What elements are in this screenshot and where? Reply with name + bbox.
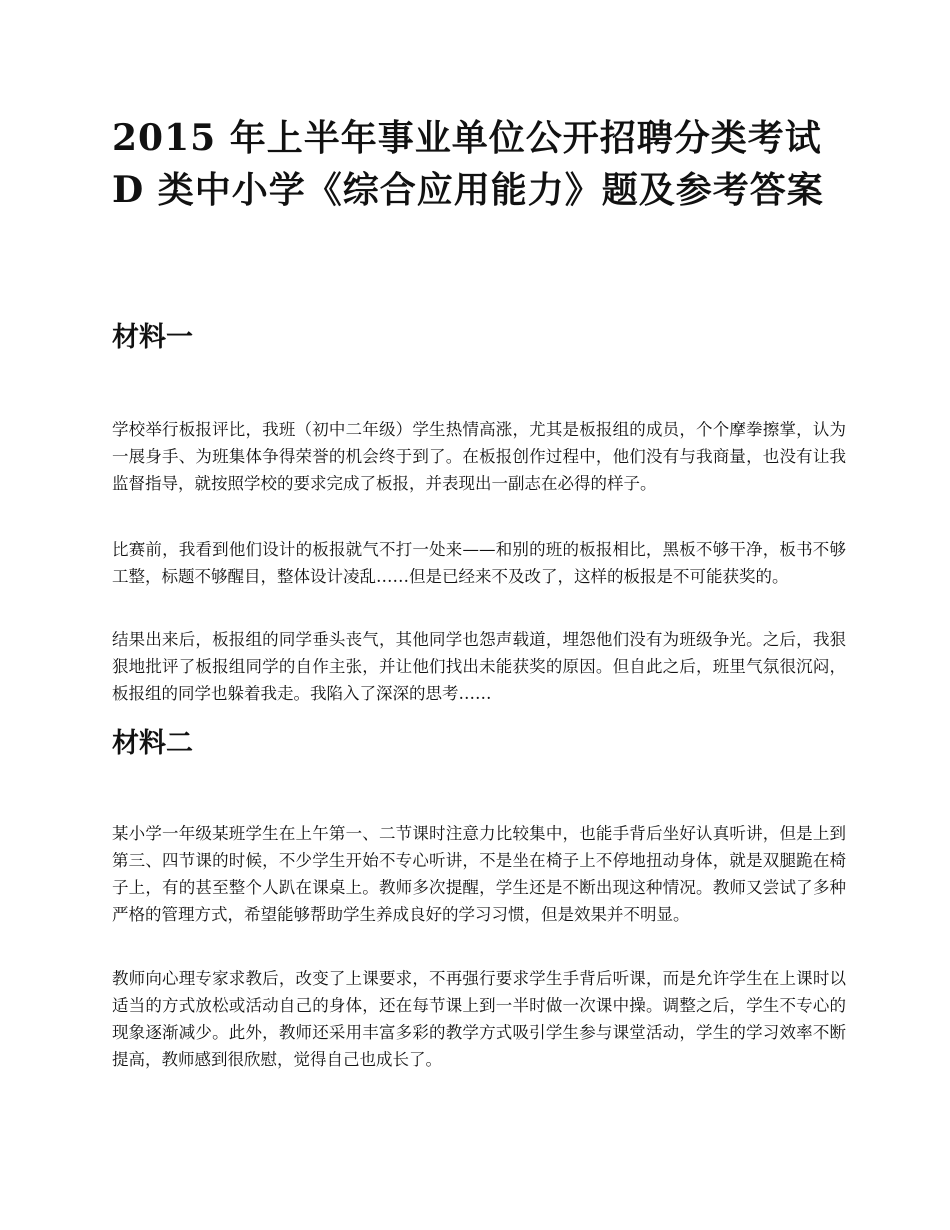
section-heading-material-1: 材料一 [112, 322, 193, 353]
paragraph: 比赛前，我看到他们设计的板报就气不打一处来——和别的班的板报相比，黑板不够干净，板书不够工整，标题不够醒目，整体设计凌乱……但是已经来不及改了，这样的板报是不可能获奖的。 [112, 540, 846, 586]
section-heading-material-2: 材料二 [112, 728, 193, 759]
paragraph: 某小学一年级某班学生在上午第一、二节课时注意力比较集中，也能手背后坐好认真听讲，但是上到第三、四节课的时候，不少学生开始不专心听讲，不是坐在椅子上不停地扭动身体，就是双腿跪在椅子上，有的甚至整个人趴在课桌上。教师多次提醒，学生还是不断出现这种情况。教师又尝试了多种严格的管理方式，希望能够帮助学生养成良好的学习习惯，但是效果并不明显。 [112, 824, 846, 924]
paragraph: 学校举行板报评比，我班（初中二年级）学生热情高涨，尤其是板报组的成员，个个摩拳擦掌，认为一展身手、为班集体争得荣誉的机会终于到了。在板报创作过程中，他们没有与我商量，也没有让我监督指导，就按照学校的要求完成了板报，并表现出一副志在必得的样子。 [112, 420, 846, 493]
paragraph: 教师向心理专家求教后，改变了上课要求，不再强行要求学生手背后听课，而是允许学生在上课时以适当的方式放松或活动自己的身体，还在每节课上到一半时做一次课中操。调整之后，学生不专心的现象逐渐减少。此外，教师还采用丰富多彩的教学方式吸引学生参与课堂活动，学生的学习效率不断提高，教师感到很欣慰，觉得自己也成长了。 [112, 969, 846, 1069]
paragraph: 结果出来后，板报组的同学垂头丧气，其他同学也怨声载道，埋怨他们没有为班级争光。之后，我狠狠地批评了板报组同学的自作主张，并让他们找出未能获奖的原因。但自此之后，班里气氛很沉闷，板报组的同学也躲着我走。我陷入了深深的思考…… [112, 630, 846, 703]
document-title: 2015 年上半年事业单位公开招聘分类考试 D 类中小学《综合应用能力》题及参考答案 [112, 117, 824, 211]
